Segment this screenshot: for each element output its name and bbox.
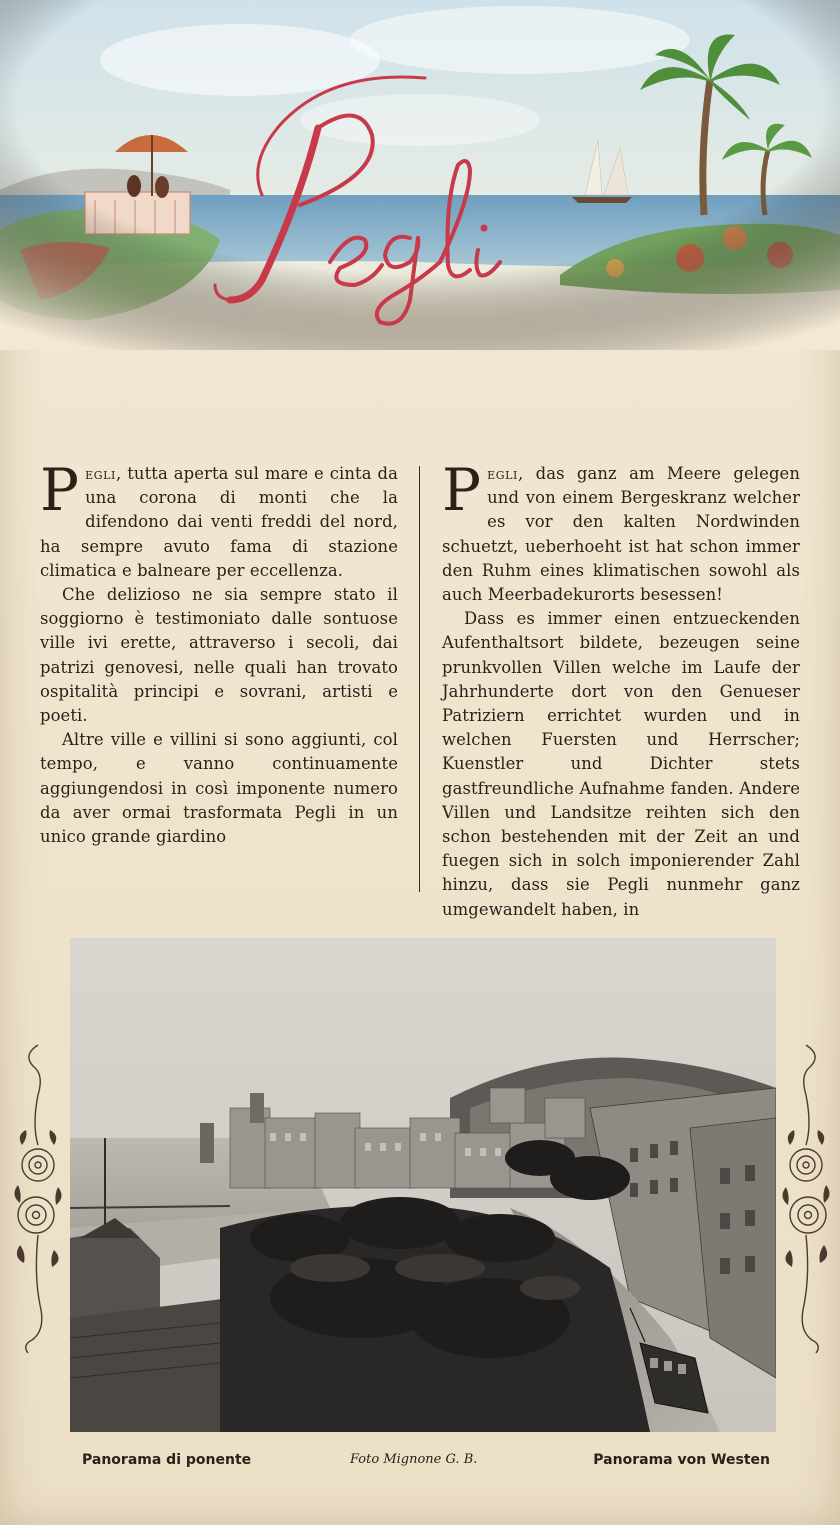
photo-captions (70, 1452, 776, 1476)
german-dropcap: P (442, 456, 482, 524)
italian-lead: egli (85, 464, 117, 483)
italian-paragraph-3: Altre ville e villini si sono aggiunti, col tempo, e vanno continuamente aggiungendosi in così imponente numero da aver ormai trasformata Pegli in un unico grande giardino (40, 730, 398, 847)
italian-paragraph-1: Pegli, tutta aperta sul mare e cinta da una corona di monti che la difendono dai venti freddi del nord, ha sempre avuto fama di stazione climatica e balneare per eccellenza. (40, 456, 398, 580)
title-lettering (0, 0, 840, 350)
italian-dropcap: P (40, 456, 80, 524)
italian-paragraph-2: Che delizioso ne sia sempre stato il soggiorno è testimoniato dalle sontuose ville ivi erette, attraverso i secoli, dai patrizi genovesi, nelle quali han trovato ospitalità principi e sovrani, artisti e poeti. (40, 585, 398, 726)
photo-credit: Foto Mignone G. B. (350, 1452, 478, 1467)
german-paragraph-2: Dass es immer einen entzueckenden Aufenthaltsort bildete, bezeugen seine prunkvollen Villen welche im Laufe der Jahrhunderte dort von den Genueser Patriziern errichtet wurden und in welchen Fuersten und Herrscher; Kuenstler und Dichter stets gastfreundliche Aufnahme fanden. Andere Villen und Landsitze reihten sich den schon bestehenden mit der Zeit an und fuegen sich in solch imponierender Zahl hinzu, dass sie Pegli nunmehr ganz umgewandelt haben, in (442, 609, 800, 919)
german-lead: egli (487, 464, 519, 483)
panorama-photo (70, 938, 776, 1432)
floral-ornament-right (776, 1035, 836, 1355)
german-column (442, 456, 800, 922)
caption-german: Panorama von Westen (593, 1452, 770, 1468)
floral-ornament-left (8, 1035, 68, 1355)
italian-column (40, 456, 398, 849)
text-columns (40, 456, 810, 919)
caption-italian: Panorama di ponente (82, 1452, 252, 1468)
german-paragraph-1: Pegli, das ganz am Meere gelegen und von einem Bergeskranz welcher es vor den kalten Nordwinden schuetzt, ueberhoeht ist hat schon immer den Ruhm eines klimatischen sowohl als auch Meerbadekurorts besessen! (442, 456, 800, 605)
column-divider (419, 466, 420, 892)
